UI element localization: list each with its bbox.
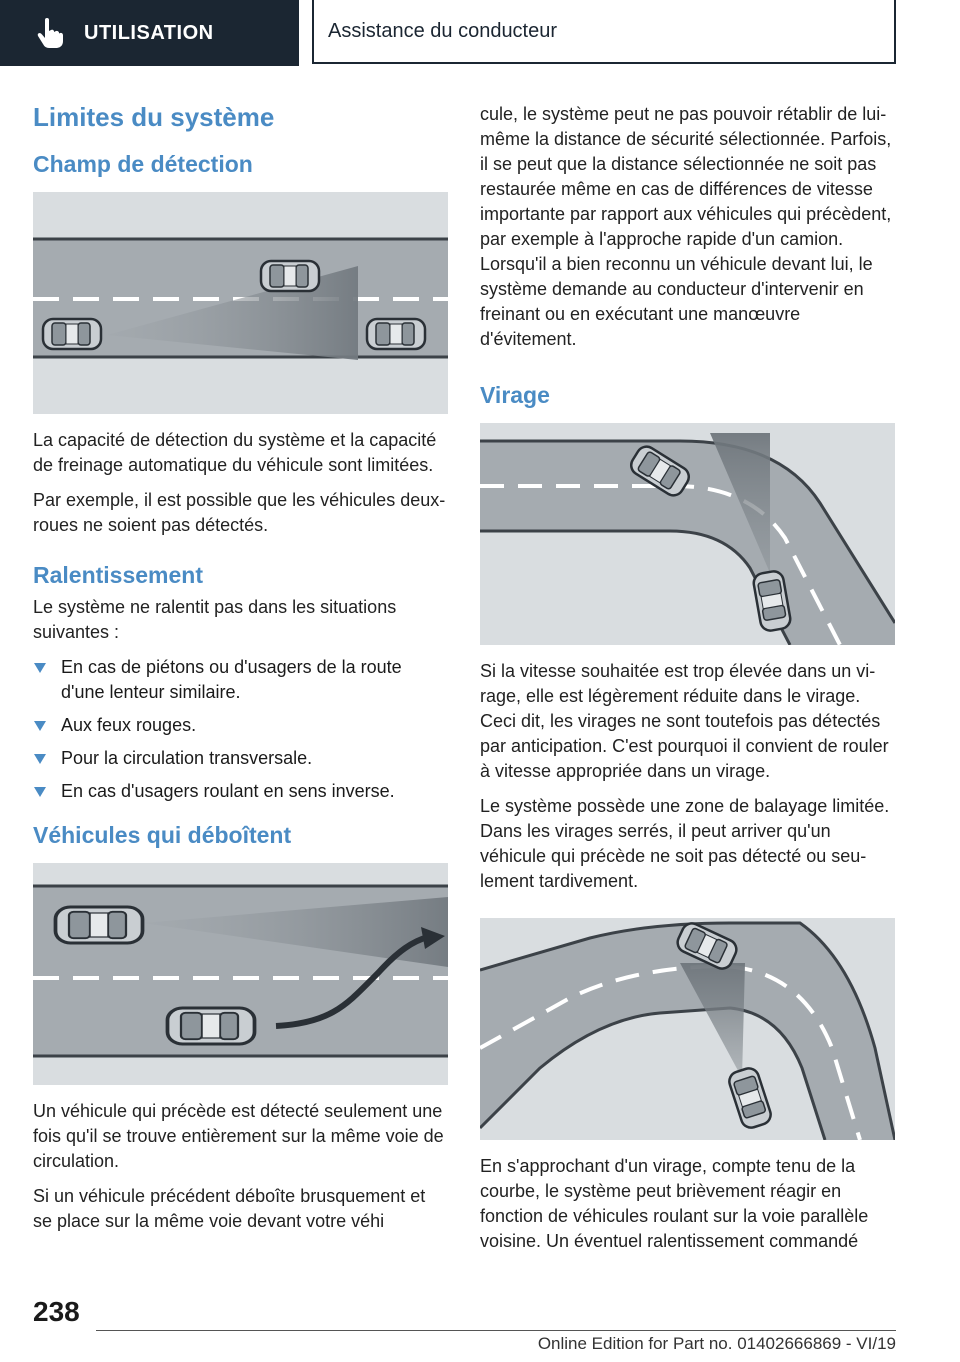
- heading-virage: Virage: [480, 382, 550, 408]
- paragraph-virage-1: Si la vitesse souhaitée est trop élevée dans un virage, elle est légèrement réduite dans le virage. Ceci dit, les virages ne sont toutefois pas détectés par anticipation. C'est pourquoi il convient de rouler à vitesse appropriée dans un virage.: [480, 661, 889, 781]
- chapter-title: Assistance du conducteur: [328, 19, 558, 42]
- paragraph-deboitent-1: Un véhicule qui précède est détecté seulement une fois qu'il se trouve entièrement sur la même voie de circulation.: [33, 1101, 444, 1171]
- paragraph-deboitent-2: Si un véhicule précédent déboîte brusquement et se place sur la même voie devant votre véhi: [33, 1186, 426, 1231]
- triangle-bullet-icon: [34, 663, 46, 673]
- left-column: [33, 96, 448, 1244]
- right-column: [480, 96, 895, 1264]
- section-tab: [0, 0, 299, 66]
- paragraph-ralentissement: Le système ne ralentit pas dans les situations suivantes :: [33, 597, 397, 642]
- footer-divider: [96, 1330, 896, 1331]
- chapter-box: [312, 0, 896, 64]
- paragraph-virage-2: Le système possède une zone de balayage limitée. Dans les virages serrés, il peut arriver qu'un véhicule qui précède ne soit pas détecté ou seulement tardivement.: [480, 796, 890, 891]
- page-number: 238: [33, 1296, 80, 1327]
- figure-curve-2: [480, 918, 895, 1140]
- list-item: Pour la circulation transversale.: [33, 746, 448, 771]
- triangle-bullet-icon: [34, 721, 46, 731]
- heading-ralentissement: Ralentissement: [33, 562, 204, 588]
- heading-deboitent: Véhicules qui déboîtent: [33, 822, 292, 848]
- heading-limites: Limites du système: [33, 102, 275, 132]
- hand-pointer-icon: [33, 16, 67, 50]
- figure-vehicle-cutting-out: [33, 863, 448, 1085]
- list-item: Aux feux rouges.: [33, 713, 448, 738]
- triangle-bullet-icon: [34, 754, 46, 764]
- section-title: UTILISATION: [84, 21, 214, 44]
- triangle-bullet-icon: [34, 787, 46, 797]
- paragraph-detection-2: Par exemple, il est possible que les véhicules deux-roues ne soient pas détectés.: [33, 490, 446, 535]
- list-item: En cas de piétons ou d'usagers de la route d'une lenteur similaire.: [33, 655, 448, 705]
- page-header: [0, 0, 960, 66]
- paragraph-detection-1: La capacité de détection du système et la capacité de freinage automatique du véhicule sont limitées.: [33, 430, 437, 475]
- figure-curve-1: [480, 423, 895, 645]
- paragraph-virage-3: En s'approchant d'un virage, compte tenu de la courbe, le système peut brièvement réagir en fonction de véhicules roulant sur la voie parallèle voisine. Un éventuel ralentissement commandé: [480, 1156, 869, 1251]
- list-item: En cas d'usagers roulant en sens inverse.: [33, 779, 448, 804]
- heading-champ-detection: Champ de détection: [33, 151, 253, 177]
- footer-edition: Online Edition for Part no. 01402666869 - VI/19: [537, 1334, 896, 1353]
- paragraph-continued: cule, le système peut ne pas pouvoir rétablir de lui-même la distance de sécurité sélectionnée. Parfois, il se peut que la distance sélectionnée ne soit pas restaurée même en cas de différences de vitesse importante par rapport aux véhicules qui précèdent, par exemple à l'approche rapide d'un camion. Lorsqu'il a bien reconnu un véhicule devant lui, le système demande au conducteur d'intervenir en freinant ou en exécutant une manœuvre d'évitement.: [480, 104, 892, 349]
- figure-detection-range: [33, 192, 448, 414]
- list-ralentissement: [33, 655, 448, 804]
